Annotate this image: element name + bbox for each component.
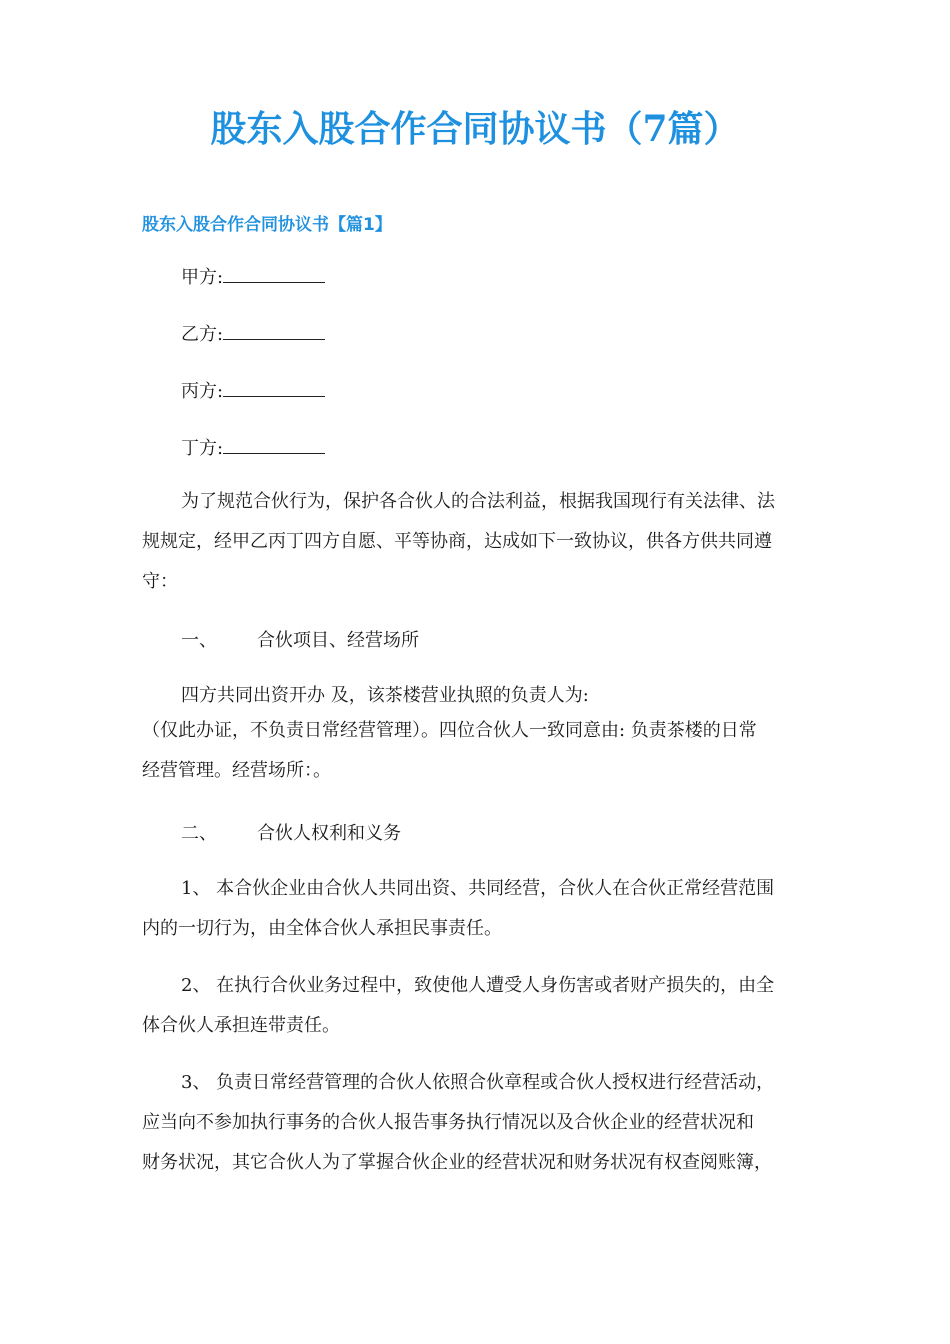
intro-line: 规规定，经甲乙丙丁四方自愿、平等协商，达成如下一致协议，供各方供共同遵 (142, 531, 772, 552)
clause-1-title: 合伙项目、经营场所 (257, 630, 419, 651)
party-c-label: 丙方: (181, 381, 224, 402)
item-3-line: 应当向不参加执行事务的合伙人报告事务执行情况以及合伙企业的经营状况和 (142, 1112, 754, 1133)
party-b-label: 乙方: (181, 324, 224, 345)
item-1-paragraph (142, 869, 822, 949)
clause-1-body (142, 676, 822, 791)
intro-paragraph (142, 482, 822, 602)
party-a-label: 甲方: (181, 267, 224, 288)
party-c-blank (223, 378, 325, 397)
item-3-line: 财务状况，其它合伙人为了掌握合伙企业的经营状况和财务状况有权查阅账簿， (142, 1152, 772, 1173)
item-2-line: 体合伙人承担连带责任。 (142, 1015, 340, 1036)
party-b-line (181, 321, 325, 349)
clause-2-title: 合伙人权利和义务 (257, 823, 401, 844)
party-d-label: 丁方: (181, 438, 224, 459)
intro-line: 守： (142, 571, 178, 592)
clause-1-heading (181, 627, 419, 655)
item-1-line: 内的一切行为，由全体合伙人承担民事责任。 (142, 918, 502, 939)
party-a-line (181, 264, 325, 292)
clause-2-number: 二、 (181, 823, 217, 844)
intro-line: 为了规范合伙行为，保护各合伙人的合法利益，根据我国现行有关法律、法 (181, 491, 775, 512)
section-heading: 股东入股合作合同协议书【篇1】 (142, 215, 392, 235)
item-3-paragraph (142, 1063, 822, 1183)
clause-1-line: 经营管理。经营场所：。 (142, 760, 331, 781)
item-2-line: 2、 在执行合伙业务过程中，致使他人遭受人身伤害或者财产损失的，由全 (181, 975, 775, 996)
clause-1-line: （仅此办证，不负责日常经营管理）。四位合伙人一致同意由: 负责茶楼的日常 (142, 720, 757, 741)
clause-2-heading (181, 820, 401, 848)
document-title: 股东入股合作合同协议书（7篇） (210, 108, 740, 150)
item-3-line: 3、 负责日常经营管理的合伙人依照合伙章程或合伙人授权进行经营活动， (181, 1072, 775, 1093)
clause-1-line: 四方共同出资开办 及，该茶楼营业执照的负责人为: (181, 685, 589, 706)
clause-1-number: 一、 (181, 630, 217, 651)
party-d-line (181, 435, 325, 463)
item-2-paragraph (142, 966, 822, 1046)
party-a-blank (223, 264, 325, 283)
party-b-blank (223, 321, 325, 340)
party-c-line (181, 378, 325, 406)
item-1-line: 1、 本合伙企业由合伙人共同出资、共同经营，合伙人在合伙正常经营范围 (181, 878, 775, 899)
party-d-blank (223, 435, 325, 454)
